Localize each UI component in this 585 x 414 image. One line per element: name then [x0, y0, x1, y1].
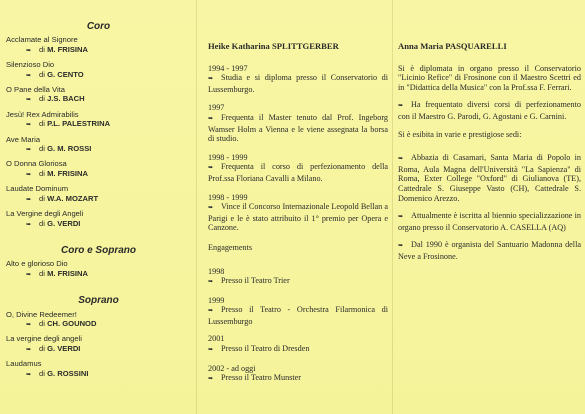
arrow-bullet-icon: ➥ [26, 72, 32, 79]
timeline-entry [208, 364, 388, 385]
composer-name: G. VERDI [47, 218, 81, 228]
piece-title: La Vergine degli Angeli [6, 209, 84, 219]
arrow-bullet-icon: ➥ [208, 376, 214, 383]
entry-year: 2002 - ad oggi [208, 363, 256, 373]
piece-composer-line [6, 94, 191, 105]
piece-composer-line [6, 169, 191, 180]
arrow-bullet-icon: ➥ [26, 147, 32, 154]
composer-name: G. VERDI [47, 343, 81, 353]
program-piece [6, 85, 191, 106]
piece-composer-line [6, 219, 191, 230]
entry-year: 1997 [208, 103, 225, 113]
composer-name: P.L. PALESTRINA [47, 119, 111, 129]
piece-title: Silenzioso Dio [6, 60, 55, 70]
entry-year: 1998 - 1999 [208, 192, 248, 202]
piece-title: O, Divine Redeemer! [6, 309, 77, 319]
entry-text: ➥ Presso il Teatro - Orchestra Filarmonica di Lussemburgo [208, 305, 388, 326]
bio-venues: ➥ Abbazia di Casamari, Santa Maria di Popolo in Roma, Aula Magna dell'Università "La Sapienza" di Roma, Exter College "Oxford" di Giulianova (TE), Cattedrale S. Giuseppe Vasto (CH), Cattedrale S. Domenico Arezzo. [398, 153, 581, 203]
program-piece [6, 60, 191, 81]
program-piece [6, 159, 191, 180]
bio-venues-intro: Si è esibita in varie e prestigiose sedi: [398, 129, 522, 139]
section-title-soprano: Soprano [78, 295, 119, 307]
composer-prefix: di [39, 144, 45, 154]
piece-composer-line [6, 344, 191, 355]
composer-name: G. CENTO [47, 69, 84, 79]
entry-year: 1998 [208, 266, 225, 276]
bio-intro: Si è diplomata in organo presso il Conservatorio "Licinio Refice" di Frosinone con il Maestro Scettri ed in "Didattica della Musica" con la Prof.ssa F. Ferrari. [398, 63, 581, 92]
arrow-bullet-icon: ➥ [26, 271, 32, 278]
piece-title: La vergine degli angeli [6, 334, 82, 344]
performer-name: Anna Maria PASQUARELLI [398, 41, 507, 51]
composer-name: M. FRISINA [47, 44, 88, 54]
program-piece [6, 184, 191, 205]
timeline-entry [208, 64, 388, 95]
arrow-bullet-icon: ➥ [26, 196, 32, 203]
program-piece [6, 135, 191, 156]
piece-title: O Donna Gloriosa [6, 159, 67, 169]
repertoire-column [6, 22, 191, 384]
program-piece [6, 209, 191, 230]
performer-name: Heike Katharina SPLITTGERBER [208, 41, 339, 51]
piece-composer-line [6, 119, 191, 130]
composer-name: M. FRISINA [47, 168, 88, 178]
fold-line-left [196, 0, 197, 414]
entry-text: ➥ Presso il Teatro di Dresden [208, 344, 388, 356]
piece-title: Alto e glorioso Dio [6, 259, 68, 269]
piece-composer-line [6, 319, 191, 330]
composer-prefix: di [39, 69, 45, 79]
composer-prefix: di [39, 168, 45, 178]
arrow-bullet-icon: ➥ [208, 347, 214, 354]
piece-title: Jesù! Rex Admirabilis [6, 109, 79, 119]
program-piece [6, 310, 191, 331]
program-piece [6, 35, 191, 56]
program-piece [6, 359, 191, 380]
fold-line-right [392, 0, 393, 414]
arrow-bullet-icon: ➥ [26, 97, 32, 104]
arrow-bullet-icon: ➥ [26, 346, 32, 353]
composer-prefix: di [39, 368, 45, 378]
bio-organist: ➥ Dal 1990 è organista del Santuario Madonna della Neve a Frosinone. [398, 240, 581, 261]
section-title-coro-soprano: Coro e Soprano [60, 244, 136, 256]
composer-prefix: di [39, 343, 45, 353]
piece-composer-line [6, 70, 191, 81]
arrow-bullet-icon: ➥ [26, 171, 32, 178]
arrow-bullet-icon: ➥ [208, 279, 214, 286]
pasquarelli-bio-column [398, 42, 581, 270]
composer-name: M. FRISINA [47, 268, 88, 278]
piece-composer-line [6, 369, 191, 380]
piece-composer-line [6, 194, 191, 205]
program-piece [6, 334, 191, 355]
program-piece [6, 110, 191, 131]
coro-list [6, 35, 191, 230]
composer-prefix: di [39, 193, 45, 203]
timeline-entry [208, 103, 388, 143]
coro-soprano-list [6, 259, 191, 280]
section-title-coro: Coro [86, 21, 111, 32]
splittgerber-bio-column [208, 42, 388, 393]
composer-name: J.S. BACH [47, 94, 85, 104]
arrow-bullet-icon: ➥ [208, 165, 214, 172]
timeline-entry [208, 334, 388, 355]
bio-current: ➥ Attualmente è iscritta al biennio specializzazione in organo presso il Conservatorio A. CASELLA (AQ) [398, 211, 581, 232]
arrow-bullet-icon: ➥ [26, 122, 32, 129]
piece-title: Ave Maria [6, 134, 41, 144]
arrow-bullet-icon: ➥ [208, 76, 214, 83]
timeline-entry [208, 267, 388, 288]
composer-prefix: di [39, 94, 45, 104]
entry-text: ➥ Presso il Teatro Trier [208, 276, 388, 288]
composer-prefix: di [39, 268, 45, 278]
piece-composer-line [6, 144, 191, 155]
engagement-entries [208, 267, 388, 385]
soprano-list [6, 310, 191, 380]
entry-year: 1994 - 1997 [208, 63, 248, 73]
composer-name: G. M. ROSSI [47, 144, 92, 154]
arrow-bullet-icon: ➥ [398, 243, 404, 250]
entry-year: 1999 [208, 295, 225, 305]
entry-text: ➥ Vince il Concorso Internazionale Leopold Bellan a Parigi e le è stato attribuito il 1° premio per Opera e Canzone. [208, 202, 388, 233]
arrow-bullet-icon: ➥ [398, 156, 404, 163]
arrow-bullet-icon: ➥ [26, 321, 32, 328]
arrow-bullet-icon: ➥ [398, 103, 404, 110]
timeline-entry [208, 296, 388, 327]
arrow-bullet-icon: ➥ [208, 308, 214, 315]
timeline-entry [208, 153, 388, 184]
timeline-entry [208, 193, 388, 233]
composer-name: W.A. MOZART [47, 193, 99, 203]
piece-composer-line [6, 269, 191, 280]
composer-name: G. ROSSINI [47, 368, 89, 378]
arrow-bullet-icon: ➥ [208, 115, 214, 122]
bio-perfezionamento: ➥ Ha frequentato diversi corsi di perfezionamento con il Maestro G. Parodi, G. Agostani e G. Carnini. [398, 100, 581, 121]
composer-name: CH. GOUNOD [47, 318, 97, 328]
entry-text: ➥ Frequenta il Master tenuto dal Prof. Ingeborg Wamser Holm a Vienna e le viene assegnata la borsa di studio. [208, 112, 388, 144]
piece-title: Laudamus [6, 359, 42, 369]
composer-prefix: di [39, 318, 45, 328]
composer-prefix: di [39, 44, 45, 54]
entry-year: 2001 [208, 334, 225, 344]
composer-prefix: di [39, 119, 45, 129]
piece-composer-line [6, 45, 191, 56]
arrow-bullet-icon: ➥ [26, 221, 32, 228]
bio-entries [208, 64, 388, 233]
engagements-heading: Engagements [208, 242, 253, 252]
program-piece [6, 259, 191, 280]
piece-title: Laudate Dominum [6, 184, 69, 194]
composer-prefix: di [39, 218, 45, 228]
entry-year: 1998 - 1999 [208, 152, 248, 162]
entry-text: ➥ Presso il Teatro Munster [208, 373, 388, 385]
arrow-bullet-icon: ➥ [26, 371, 32, 378]
entry-text: ➥ Studia e si diploma presso il Conservatorio di Lussemburgo. [208, 73, 388, 94]
entry-text: ➥ Frequenta il corso di perfezionamento della Prof.ssa Floriana Cavalli a Milano. [208, 162, 388, 183]
arrow-bullet-icon: ➥ [208, 205, 214, 212]
piece-title: Acclamate al Signore [6, 35, 78, 45]
arrow-bullet-icon: ➥ [26, 47, 32, 54]
piece-title: O Pane della Vita [6, 85, 65, 95]
arrow-bullet-icon: ➥ [398, 214, 404, 221]
